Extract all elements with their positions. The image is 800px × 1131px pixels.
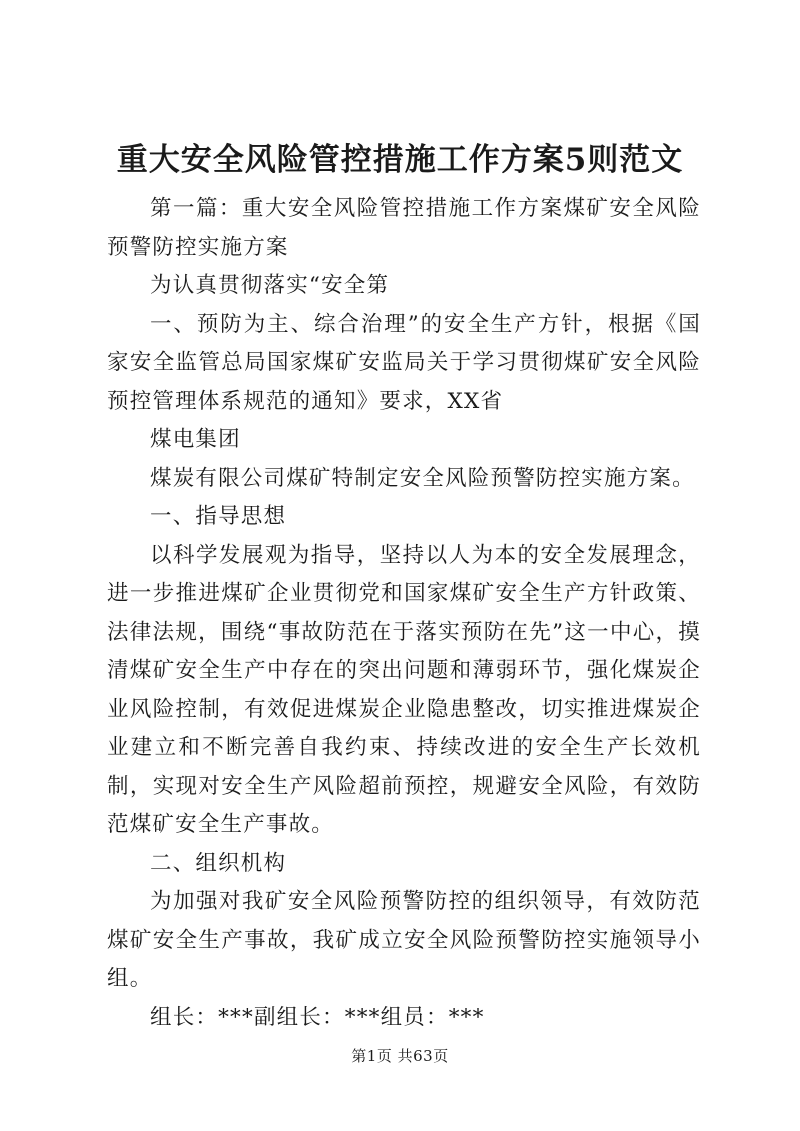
paragraph-organization: 为加强对我矿安全风险预警防控的组织领导，有效防范煤矿安全生产事故，我矿成立安全风险预警防控实施领导小组。 xyxy=(107,889,701,991)
paragraph-intro: 为认真贯彻落实“安全第 xyxy=(150,273,390,298)
paragraph-policy: 一、预防为主、综合治理”的安全生产方针，根据《国家安全监管总局国家煤矿安监局关于学习贯彻煤矿安全风险预控管理体系规范的通知》要求，XX省 xyxy=(107,311,701,414)
page-number-footer: 第1页 共63页 xyxy=(351,1047,449,1065)
section-heading-organization: 二、组织机构 xyxy=(150,850,287,876)
document-body xyxy=(107,190,701,1037)
paragraph-group-name: 煤电集团 xyxy=(150,427,241,452)
paragraph-company-plan: 煤炭有限公司煤矿特制定安全风险预警防控实施方案。 xyxy=(150,465,695,491)
paragraph-guiding-ideology: 以科学发展观为指导，坚持以人为本的安全发展理念，进一步推进煤矿企业贯彻党和国家煤矿安全生产方针政策、法律法规，围绕“事故防范在于落实预防在先”这一中心，摸清煤矿安全生产中存在的突出问题和薄弱环节，强化煤炭企业风险控制，有效促进煤炭企业隐患整改，切实推进煤炭企业建立和不断完善自我约束、持续改进的安全生产长效机制，实现对安全生产风险超前预控，规避安全风险，有效防范煤矿安全生产事故。 xyxy=(107,542,701,837)
section-heading-guiding-ideology: 一、指导思想 xyxy=(150,504,287,529)
paragraph-members: 组长：***副组长：***组员：*** xyxy=(150,1004,485,1030)
document-title: 重大安全风险管控措施工作方案5则范文 xyxy=(116,142,684,178)
paragraph-chapter-heading: 第一篇：重大安全风险管控措施工作方案煤矿安全风险预警防控实施方案 xyxy=(107,196,701,260)
